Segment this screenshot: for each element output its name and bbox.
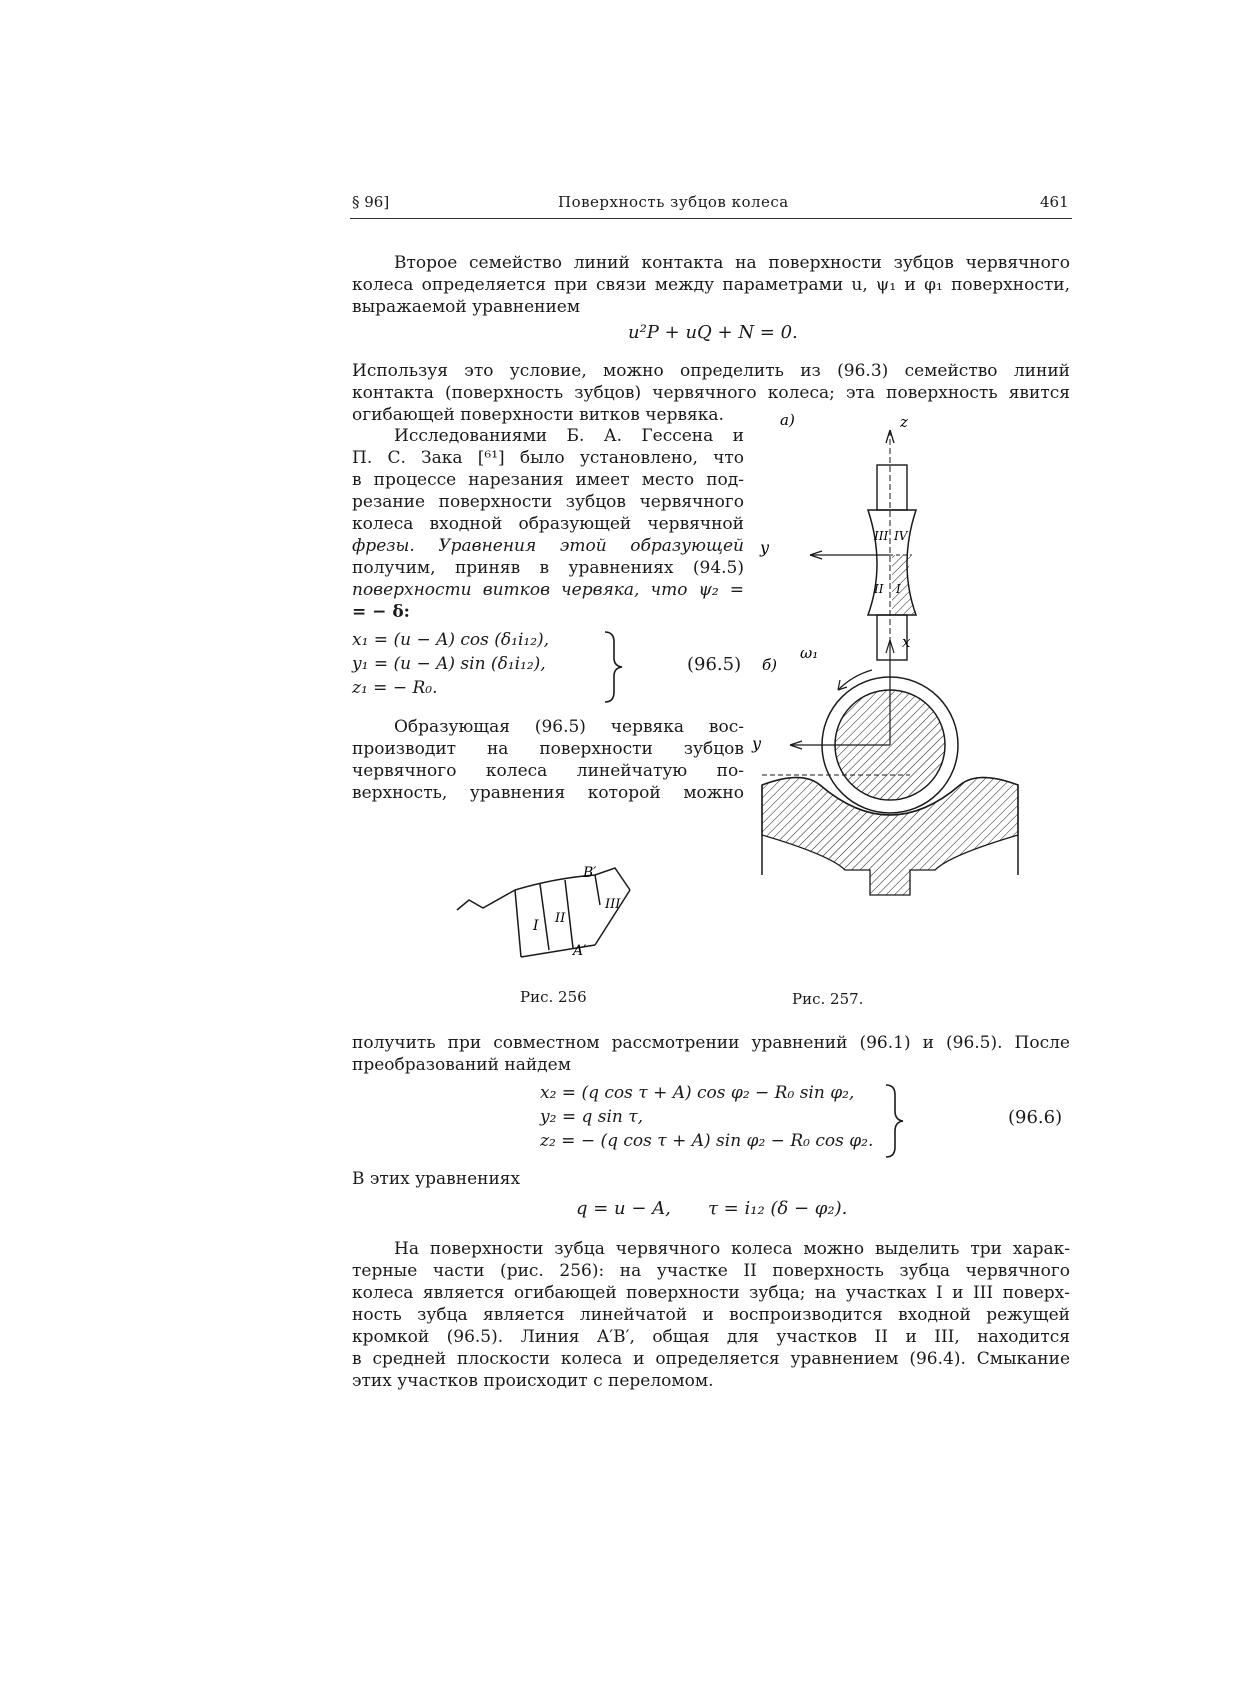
text-line: этих участков происходит с переломом. [352,1371,714,1391]
fig256-label-A: A′ [573,943,587,959]
equation-line: y₂ = q sin τ, [540,1107,644,1127]
text-line: колеса определяется при связи между параметрами u, ψ₁ и φ₁ поверхности, [352,275,1070,295]
text-line: выражаемой уравнением [352,297,581,317]
surface-edge-left [457,890,515,910]
section-marker: § 96] [352,193,390,211]
fig257-part-b [762,640,1018,895]
region-II-label: II [874,582,884,596]
text-line: фрезы. Уравнения этой образующей [352,536,744,556]
equation-line: z₁ = − R₀. [352,678,438,698]
figure-256 [455,850,665,975]
text-line: производит на поверхности зубцов [352,739,744,759]
surface-edge-top [515,868,630,890]
paragraph-3 [352,425,744,623]
paragraph-4 [352,716,744,804]
equation-line: x₂ = (q cos τ + A) cos φ₂ − R₀ sin φ₂, [540,1083,855,1103]
text-line: огибающей поверхности витков червяка. [352,405,724,425]
text-line: червячного колеса линейчатую по- [352,761,744,781]
equation-96-6 [540,1083,1072,1163]
fig256-label-II: II [555,911,566,926]
text-line: Исследованиями Б. А. Гессена и [394,426,744,446]
text-line: получим, приняв в уравнениях (94.5) [352,558,744,578]
text-line: поверхности витков червяка, что ψ₂ = [352,580,744,600]
text-line: Второе семейство линий контакта на поверхности зубцов червячного [394,253,1070,273]
equation-tau: τ = i₁₂ (δ − φ₂). [708,1198,848,1219]
text-line: получить при совместном рассмотрении уравнений (96.1) и (96.5). После [352,1033,1070,1053]
equation-line: y₁ = (u − A) sin (δ₁i₁₂), [352,654,546,674]
line-a-b [565,880,573,948]
region-I-label: I [896,582,901,596]
paragraph-7 [352,1238,1070,1392]
text-line: в средней плоскости колеса и определяется уравнением (96.4). Смыкание [352,1349,1070,1369]
right-brace [883,1083,905,1159]
paragraph-6: В этих уравнениях [352,1169,521,1189]
equation-q: q = u − A, [576,1198,671,1219]
axis-y-label-bottom: y [752,734,762,753]
axis-z-label: z [900,413,908,431]
text-line: резание поверхности зубцов червячного [352,492,744,512]
text-line: колеса входной образующей червячной [352,514,744,534]
part-a-label: а) [780,411,795,429]
region-III-label: III [874,529,889,543]
equation-number: (96.6) [1008,1107,1063,1128]
equation-number: (96.5) [687,654,742,675]
equation-line: x₁ = (u − A) cos (δ₁i₁₂), [352,630,550,650]
text-line: = − δ: [352,602,410,622]
fig256-label-B: B′ [583,865,597,881]
text-line: кромкой (96.5). Линия A′B′, общая для участков II и III, находится [352,1327,1070,1347]
equation-96-5 [352,630,752,705]
axis-x-label: x [902,633,911,651]
equation-1: u²P + uQ + N = 0. [628,322,798,343]
text-line: верхность, уравнения которой можно [352,783,744,803]
part-b-label: б) [762,656,778,674]
axis-y-label: y [760,538,770,557]
surface-edge-front [515,890,521,957]
header-rule [350,218,1072,219]
text-line: контакта (поверхность зубцов) червячного колеса; эта поверхность явится [352,383,1070,403]
figure-257 [752,411,1010,975]
paragraph-1 [352,252,1070,318]
text-line: преобразований найдем [352,1055,571,1075]
text-line: в процессе нарезания имеет место под- [352,470,744,490]
text-line: терные части (рис. 256): на участке II поверхность зубца червячного [352,1261,1070,1281]
region-IV-label: IV [894,529,908,543]
text-line: Используя это условие, можно определить из (96.3) семейство линий [352,361,1070,381]
text-line: На поверхности зубца червячного колеса можно выделить три харак- [394,1239,1070,1259]
paragraph-5 [352,1032,1070,1076]
text-line: Образующая (96.5) червяка вос- [394,717,744,737]
running-title: Поверхность зубцов колеса [558,193,789,211]
page-number: 461 [1040,193,1069,211]
text-line: колеса является огибающей поверхности зубца; на участках I и III поверх- [352,1283,1070,1303]
equation-line: z₂ = − (q cos τ + A) sin φ₂ − R₀ cos φ₂. [540,1131,874,1151]
right-brace [602,630,624,704]
fig256-caption: Рис. 256 [520,988,587,1006]
fig256-label-III: III [605,897,621,912]
text-line: П. С. Зака [⁶¹] было установлено, что [352,448,744,468]
fig256-label-I: I [533,918,539,934]
text-line: ность зубца является линейчатой и воспроизводится входной режущей [352,1305,1070,1325]
fig257-part-a [810,430,916,715]
omega-label: ω₁ [800,644,819,662]
fig257-caption: Рис. 257. [792,990,864,1008]
